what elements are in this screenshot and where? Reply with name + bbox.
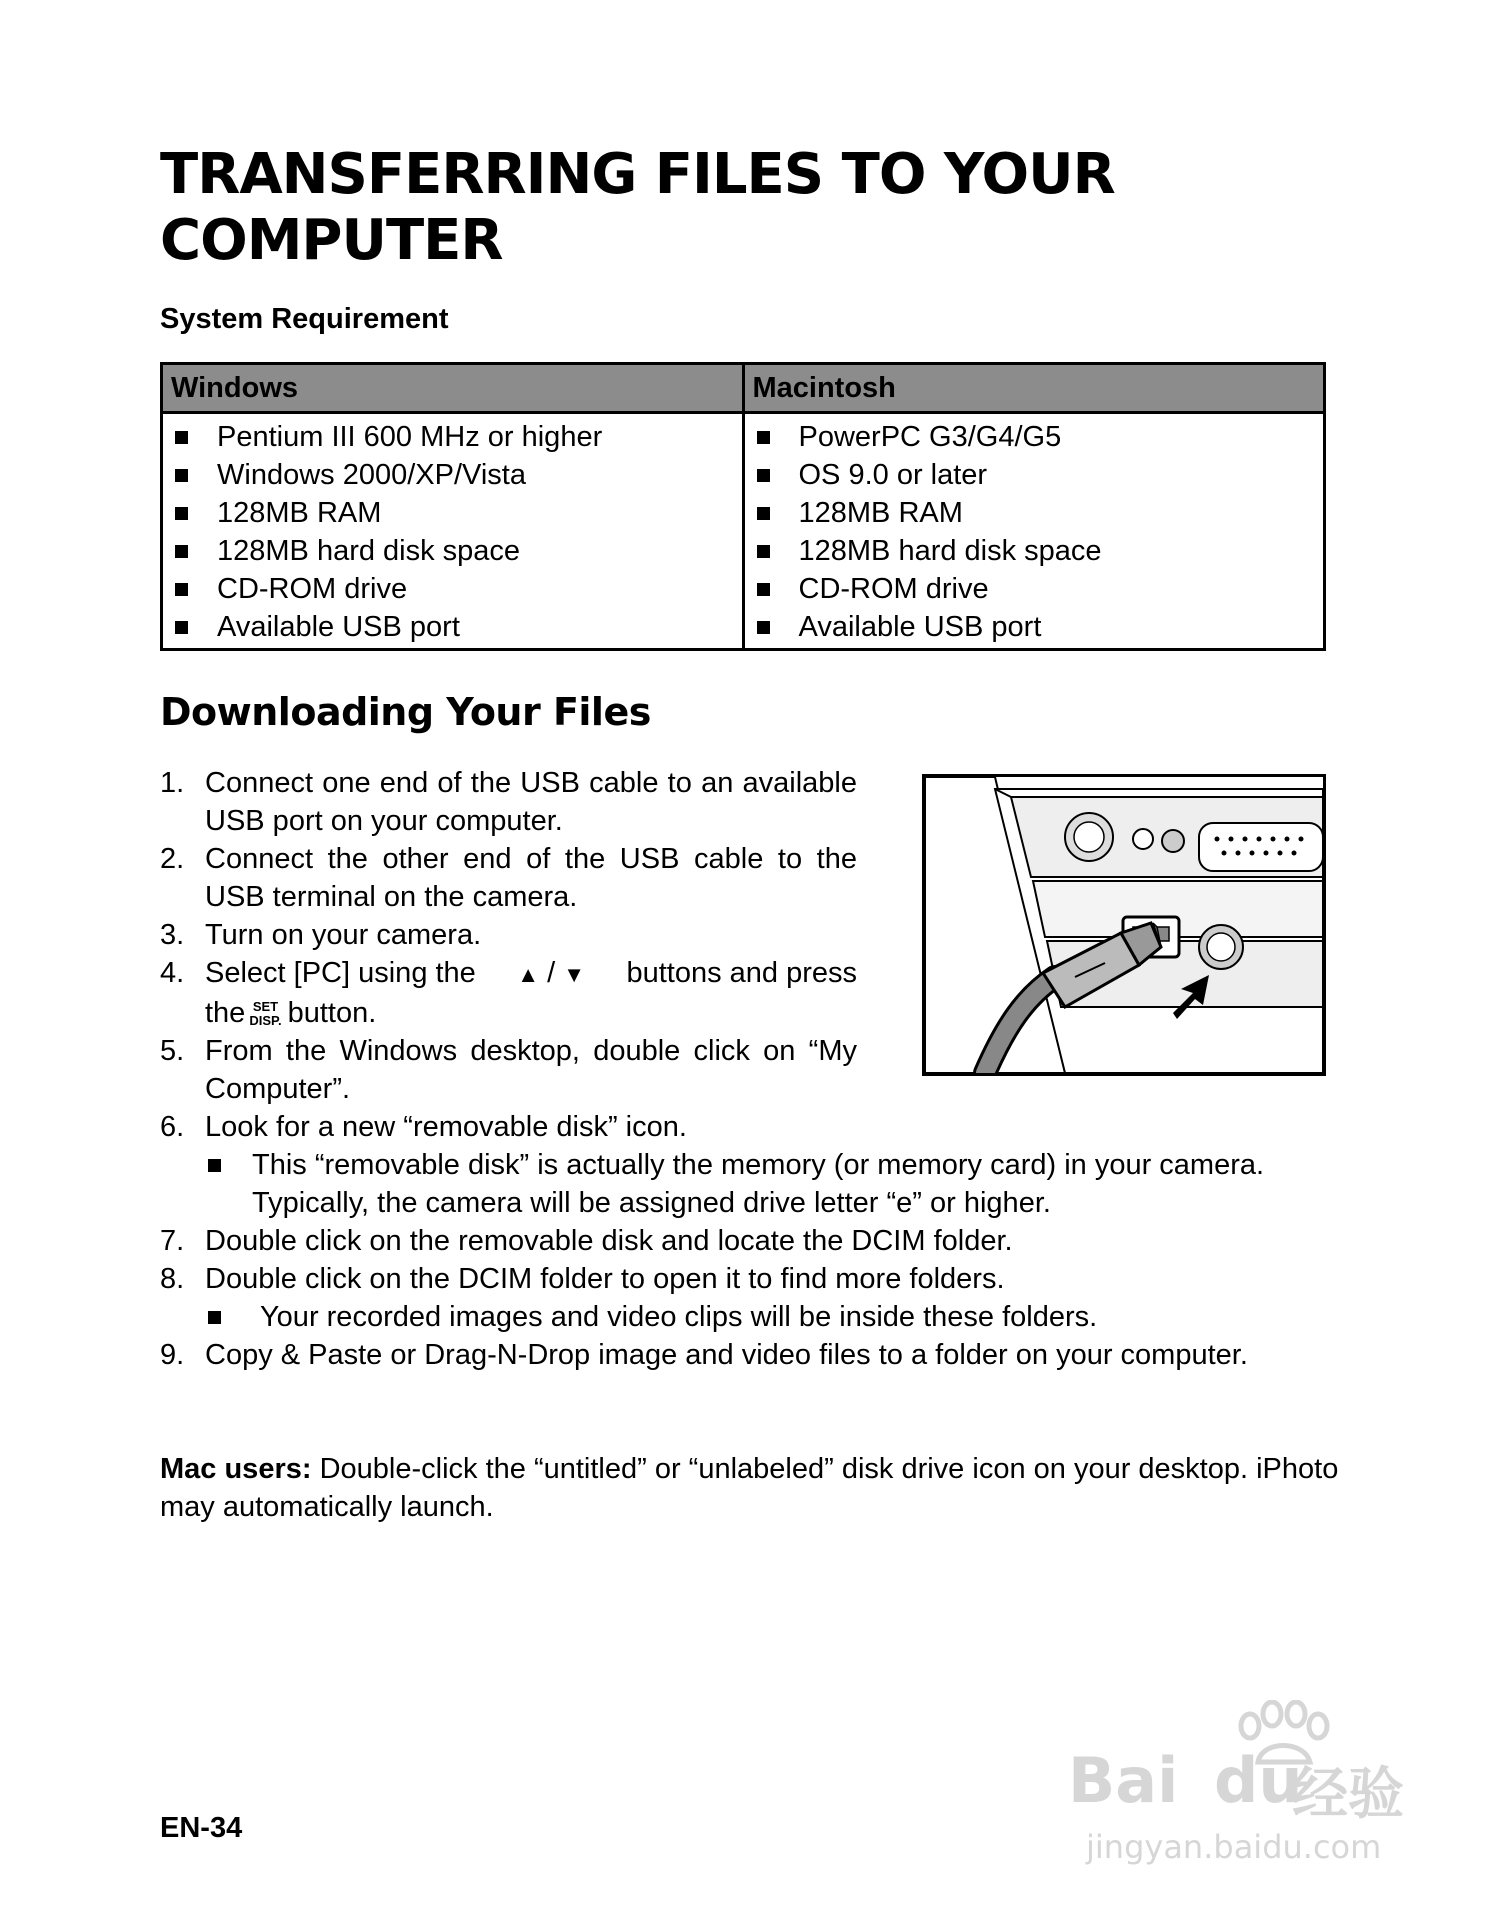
requirement-text: 128MB hard disk space <box>217 535 521 567</box>
requirement-text: Available USB port <box>217 611 460 643</box>
windows-header: Windows <box>162 364 744 413</box>
step-text: From the Windows desktop, double click on “My Computer”. <box>205 1035 857 1105</box>
step-1 <box>160 764 857 840</box>
step-number: 2. <box>160 843 185 875</box>
step-8 <box>160 1260 1340 1298</box>
requirement-text: Available USB port <box>798 611 1042 643</box>
watermark-brand-b: du <box>1214 1744 1303 1817</box>
list-item <box>173 532 732 570</box>
step-2 <box>160 840 857 916</box>
watermark-brand-cn: 经验 <box>1292 1762 1404 1827</box>
requirement-text: 128MB RAM <box>217 497 382 529</box>
title-line-1: TRANSFERRING FILES TO YOUR <box>160 142 1115 207</box>
list-item <box>173 494 732 532</box>
downloading-heading: Downloading Your Files <box>160 690 651 734</box>
macintosh-header: Macintosh <box>743 364 1325 413</box>
step-3 <box>160 916 857 954</box>
requirement-text: 128MB hard disk space <box>798 535 1102 567</box>
down-arrow-icon: ▼ <box>563 962 586 987</box>
list-item <box>755 456 1314 494</box>
step-8-note <box>160 1298 1340 1336</box>
requirement-text: CD-ROM drive <box>217 573 408 605</box>
requirement-text: PowerPC G3/G4/G5 <box>798 421 1062 453</box>
square-bullet-icon <box>175 469 188 482</box>
step-text: Connect the other end of the USB cable to the USB terminal on the camera. <box>205 843 857 913</box>
step-9 <box>160 1336 1340 1374</box>
note-text: Your recorded images and video clips will be inside these folders. <box>260 1301 1098 1333</box>
requirements-table <box>160 362 1326 651</box>
page-title <box>160 142 1160 274</box>
usb-connection-illustration <box>922 774 1326 1076</box>
button-label-bottom: DISP. <box>249 1013 282 1029</box>
requirement-text: Pentium III 600 MHz or higher <box>217 421 603 453</box>
requirement-text: Windows 2000/XP/Vista <box>217 459 526 491</box>
mac-users-label: Mac users: <box>160 1453 312 1485</box>
mac-users-text: Double-click the “untitled” or “unlabeled” disk drive icon on your desktop. iPhoto may automatically launch. <box>160 1453 1339 1523</box>
step-number: 3. <box>160 919 185 951</box>
button-label-top: SET <box>252 999 279 1015</box>
watermark-brand-a: Bai <box>1068 1744 1179 1817</box>
square-bullet-icon <box>757 469 770 482</box>
step-text: Double click on the removable disk and locate the DCIM folder. <box>205 1225 1013 1257</box>
watermark-url: jingyan.baidu.com <box>1086 1828 1382 1866</box>
step-6 <box>160 1108 1340 1146</box>
step-text: button. <box>287 997 377 1029</box>
list-item <box>755 418 1314 456</box>
requirement-text: 128MB RAM <box>798 497 963 529</box>
step-number: 1. <box>160 767 185 799</box>
square-bullet-icon <box>757 621 770 634</box>
square-bullet-icon <box>175 583 188 596</box>
step-7 <box>160 1222 1340 1260</box>
step-6-note <box>160 1146 1340 1222</box>
list-item <box>755 532 1314 570</box>
step-number: 4. <box>160 957 185 989</box>
square-bullet-icon <box>208 1311 221 1324</box>
step-text: the <box>205 997 246 1029</box>
step-number: 7. <box>160 1225 185 1257</box>
step-text: Double click on the DCIM folder to open it to find more folders. <box>205 1263 1005 1295</box>
slash-text: / <box>547 957 556 989</box>
macintosh-column <box>743 413 1325 650</box>
square-bullet-icon <box>208 1159 221 1172</box>
list-item <box>173 418 732 456</box>
set-disp-button-icon <box>249 1000 281 1028</box>
windows-column <box>162 413 744 650</box>
note-text: This “removable disk” is actually the memory (or memory card) in your camera. Typically, the camera will be assigned drive letter “e” or higher. <box>252 1149 1265 1219</box>
step-number: 6. <box>160 1111 185 1143</box>
list-item <box>755 570 1314 608</box>
step-text: Connect one end of the USB cable to an available USB port on your computer. <box>205 767 857 837</box>
square-bullet-icon <box>175 545 188 558</box>
square-bullet-icon <box>757 431 770 444</box>
requirement-text: OS 9.0 or later <box>798 459 988 491</box>
step-4 <box>160 954 857 1032</box>
step-text: Turn on your camera. <box>205 919 482 951</box>
square-bullet-icon <box>757 545 770 558</box>
system-requirement-label: System Requirement <box>160 303 449 335</box>
list-item <box>173 570 732 608</box>
square-bullet-icon <box>175 431 188 444</box>
square-bullet-icon <box>757 583 770 596</box>
step-text: Select [PC] using the <box>205 957 476 989</box>
square-bullet-icon <box>175 621 188 634</box>
title-line-2: COMPUTER <box>160 208 503 273</box>
list-item <box>755 494 1314 532</box>
step-text: Copy & Paste or Drag-N-Drop image and video files to a folder on your computer. <box>205 1339 1248 1371</box>
square-bullet-icon <box>175 507 188 520</box>
usb-connection-drawing <box>925 777 1323 1073</box>
list-item <box>755 608 1314 646</box>
up-arrow-icon: ▲ <box>517 962 540 987</box>
step-text: buttons and press <box>626 957 857 989</box>
mac-users-note <box>160 1450 1340 1526</box>
step-number: 5. <box>160 1035 185 1067</box>
requirement-text: CD-ROM drive <box>798 573 989 605</box>
step-number: 9. <box>160 1339 185 1371</box>
page-number: EN-34 <box>160 1812 243 1844</box>
list-item <box>173 456 732 494</box>
step-5 <box>160 1032 857 1108</box>
step-text: Look for a new “removable disk” icon. <box>205 1111 687 1143</box>
step-number: 8. <box>160 1263 185 1295</box>
list-item <box>173 608 732 646</box>
square-bullet-icon <box>757 507 770 520</box>
baidu-watermark <box>1066 1700 1426 1870</box>
